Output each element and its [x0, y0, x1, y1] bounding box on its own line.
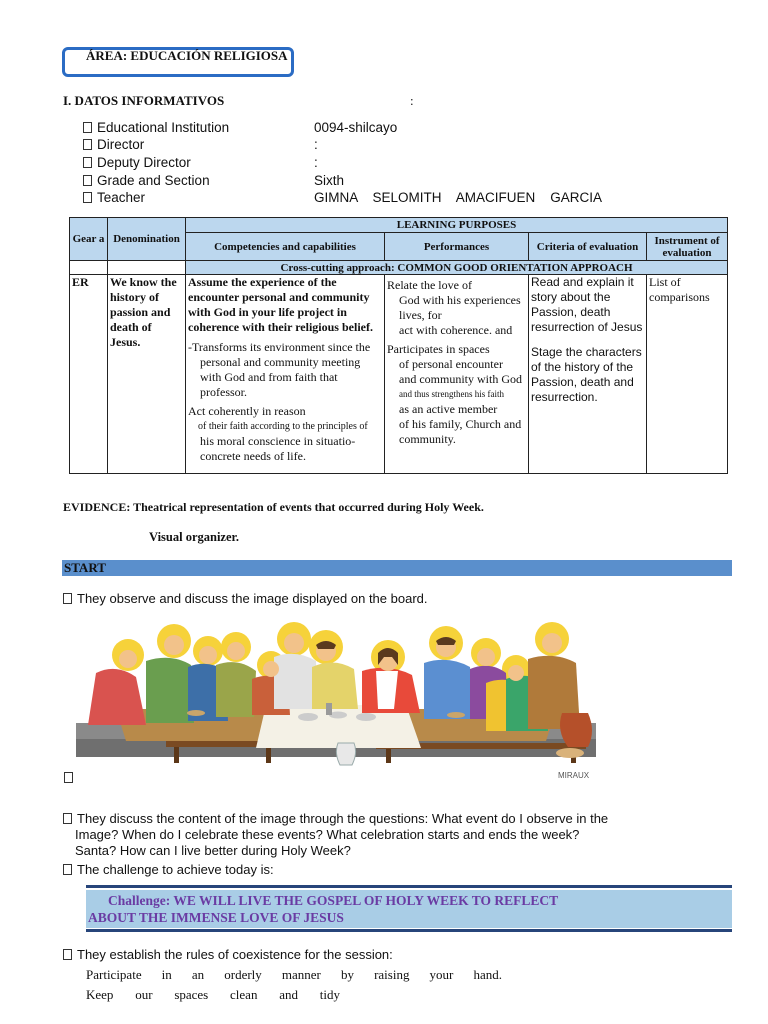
challenge-text	[88, 892, 688, 926]
discuss-line-1: They discuss the content of the image through the questions: What event do I observe in the	[63, 811, 608, 826]
challenge-line-1: Challenge: WE WILL LIVE THE GOSPEL OF HOLY WEEK TO REFLECT	[108, 893, 559, 908]
last-supper-image	[76, 613, 596, 785]
competency-2d: professor.	[200, 385, 247, 399]
cell-instrument: List of comparisons	[647, 275, 728, 474]
competency-2c: with God and from faith that	[200, 370, 338, 384]
section-title-colon: :	[410, 93, 414, 108]
performance-2d: and thus strengthens his faith	[399, 389, 504, 399]
checkbox-bullet-icon	[83, 157, 92, 168]
performance-1c: lives, for	[399, 308, 442, 322]
performance-2e: as an active member	[399, 402, 498, 416]
challenge-line-2: ABOUT THE IMMENSE LOVE OF JESUS	[88, 910, 344, 925]
header-learning-purposes: LEARNING PURPOSES	[186, 218, 728, 233]
discuss-line-2: Image? When do I celebrate these events? What celebration starts and ends the week?	[75, 827, 580, 842]
performance-1d: act with coherence. and	[399, 323, 513, 337]
header-denomination: Denomination	[108, 218, 186, 261]
checkbox-bullet-icon	[63, 813, 72, 824]
start-section-label: START	[64, 560, 106, 575]
info-label-teacher: Teacher	[83, 190, 145, 205]
competency-3c: his moral conscience in situatio-	[200, 434, 356, 448]
cell-denomination: We know the history of passion and death of Jesus.	[108, 275, 186, 474]
performance-1b: God with his experiences	[399, 293, 521, 307]
criteria-1: Read and explain it story about the Passion, death resurrection of Jesus	[531, 275, 643, 334]
evidence-text: EVIDENCE: Theatrical representation of events that occurred during Holy Week.	[63, 500, 484, 514]
cell-competencies	[186, 275, 385, 474]
criteria-2: Stage the characters of the history of the Passion, death and resurrection.	[531, 345, 642, 404]
info-label-institution: Educational Institution	[83, 120, 229, 135]
discuss-line-3: Santa? How can I live better during Holy Week?	[75, 843, 351, 858]
info-value-director: :	[314, 137, 318, 152]
discuss-paragraph	[63, 811, 657, 859]
info-label-director: Director	[83, 137, 144, 152]
image-signature: MIRAUX	[558, 771, 590, 780]
info-value-institution: 0094-shilcayo	[314, 120, 398, 135]
rules-intro: They establish the rules of coexistence for the session:	[63, 947, 393, 962]
challenge-top-rule	[86, 885, 732, 888]
checkbox-bullet-icon	[83, 192, 92, 203]
performance-2b: of personal encounter	[399, 357, 503, 371]
performance-2a: Participates in spaces	[387, 342, 490, 356]
header-instrument: Instrument of evaluation	[647, 233, 728, 261]
section-title-datos: I. DATOS INFORMATIVOS	[63, 93, 225, 108]
learning-purposes-table	[69, 217, 728, 474]
info-value-deputy-director: :	[314, 155, 318, 170]
checkbox-bullet-icon	[83, 175, 92, 186]
last-supper-illustration	[76, 613, 596, 785]
visual-organizer-text: Visual organizer.	[149, 530, 240, 544]
rule-item: Participate in an orderly manner by raising your hand.	[86, 967, 502, 982]
cell-criteria	[529, 275, 647, 474]
competency-3d: concrete needs of life.	[200, 449, 306, 463]
info-label-grade: Grade and Section	[83, 173, 210, 188]
checkbox-bullet-icon	[64, 772, 73, 783]
performance-2g: community.	[399, 432, 456, 446]
competency-1: Assume the experience of the encounter personal and community with God in your life project in coherence with their religious belief.	[188, 275, 373, 334]
header-criteria: Criteria of evaluation	[529, 233, 647, 261]
area-title: ÁREA: EDUCACIÓN RELIGIOSA	[86, 48, 288, 63]
cell-performances	[385, 275, 529, 474]
header-area: Gear a	[70, 218, 108, 261]
challenge-intro: The challenge to achieve today is:	[63, 862, 274, 877]
info-value-teacher: GIMNA SELOMITH AMACIFUEN GARCIA	[314, 190, 603, 205]
header-cross-cutting: Cross-cutting approach: COMMON GOOD ORIENTATION APPROACH	[186, 261, 728, 275]
challenge-bottom-rule	[86, 929, 732, 932]
info-label-deputy-director: Deputy Director	[83, 155, 191, 170]
cell-area: ER	[70, 275, 108, 474]
competency-3a: Act coherently in reason	[188, 404, 306, 418]
competency-2b: personal and community meeting	[200, 355, 361, 369]
header-performances: Performances	[385, 233, 529, 261]
table-row	[70, 275, 728, 474]
observe-instruction: They observe and discuss the image displayed on the board.	[63, 591, 428, 606]
competency-3b: of their faith according to the principles of	[198, 421, 368, 432]
performance-1a: Relate the love of	[387, 278, 472, 292]
rule-item: Keep our spaces clean and tidy	[86, 987, 340, 1002]
checkbox-bullet-icon	[63, 593, 72, 604]
start-section-bar	[62, 560, 732, 576]
competency-2a: -Transforms its environment since the	[188, 340, 371, 354]
checkbox-bullet-icon	[83, 122, 92, 133]
checkbox-bullet-icon	[83, 139, 92, 150]
performance-2f: of his family, Church and	[399, 417, 522, 431]
checkbox-bullet-icon	[63, 864, 72, 875]
info-value-grade: Sixth	[314, 173, 345, 188]
header-competencies: Competencies and capabilities	[186, 233, 385, 261]
checkbox-bullet-icon	[63, 949, 72, 960]
performance-2c: and community with God	[399, 372, 522, 386]
